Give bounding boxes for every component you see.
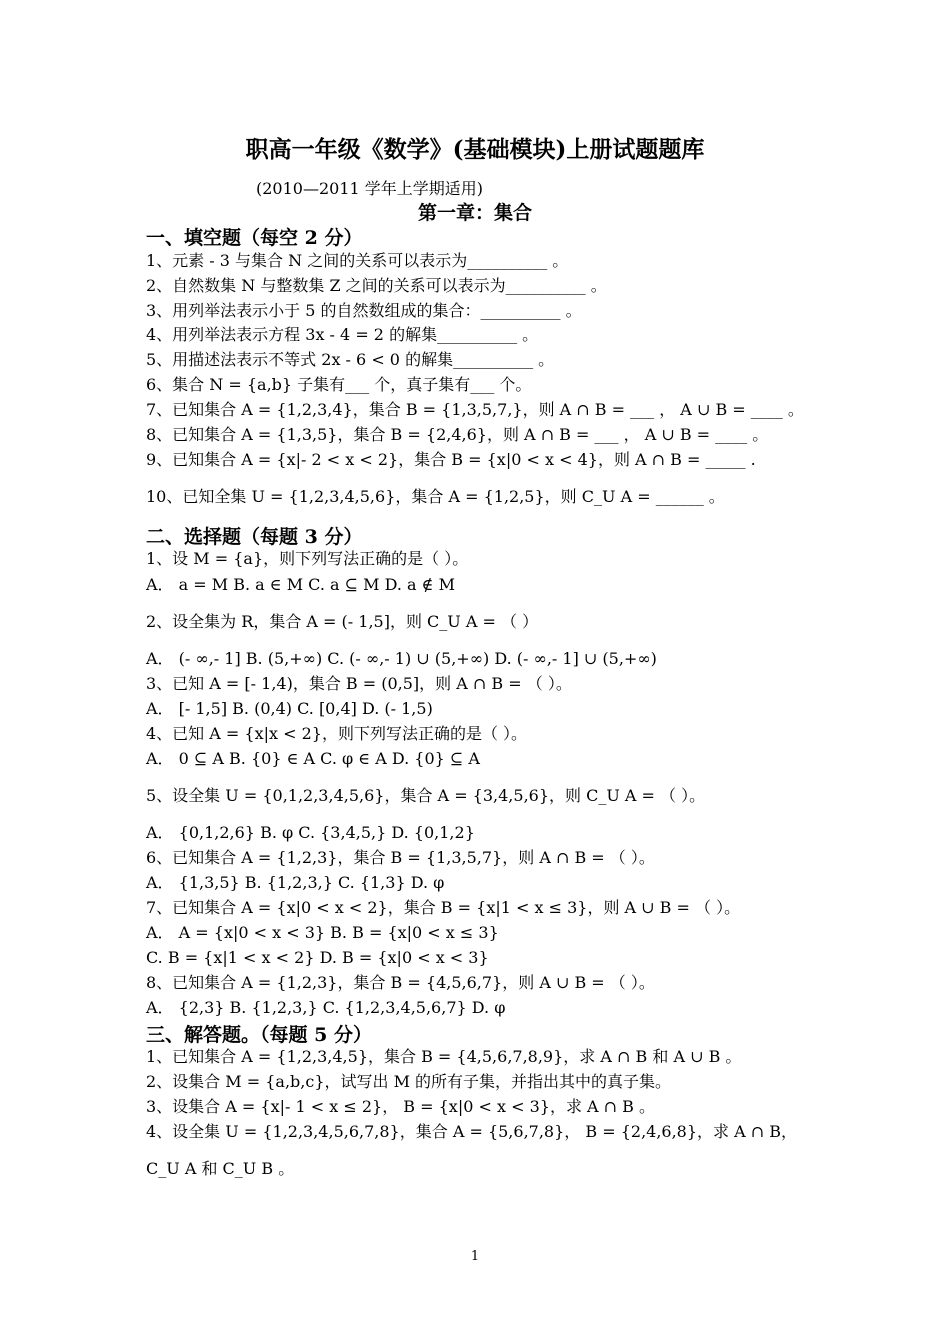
answer-options: C. B = {x|1 < x < 2} D. B = {x|0 < x < 3} (146, 948, 489, 967)
answer-options: A． (- ∞,- 1] B. (5,+∞) C. (- ∞,- 1) ∪ (5,+∞) D. (- ∞,- 1] ∪ (5,+∞) (146, 649, 657, 668)
answer-options: A． [- 1,5] B. (0,4) C. [0,4] D. (- 1,5) (146, 699, 433, 718)
question-line: 1、已知集合 A = {1,2,3,4,5}，集合 B = {4,5,6,7,8,9}，求 A ∩ B 和 A ∪ B 。 (146, 1047, 742, 1066)
question-line: 6、集合 N = {a,b} 子集有___ 个，真子集有___ 个。 (146, 375, 532, 394)
question-line: 9、已知集合 A = {x|- 2 < x < 2}，集合 B = {x|0 < x < 4}，则 A ∩ B = _____ . (146, 450, 756, 469)
question-line: 8、已知集合 A = {1,3,5}，集合 B = {2,4,6}，则 A ∩ B = ___ ， A ∪ B = ____ 。 (146, 425, 769, 444)
section-heading-choice: 二、选择题（每题 3 分） (146, 526, 363, 548)
section-heading-fill-in: 一、填空题（每空 2 分） (146, 227, 363, 249)
document-subtitle: (2010—2011 学年上学期适用) (256, 179, 484, 198)
answer-options: A． 0 ⊆ A B. {0} ∈ A C. φ ∈ A D. {0} ⊆ A (146, 749, 480, 768)
answer-options: A． a = M B. a ∈ M C. a ⊆ M D. a ∉ M (146, 575, 455, 594)
section-heading-answer: 三、解答题。（每题 5 分） (146, 1024, 372, 1046)
question-line: 3、已知 A = [- 1,4)，集合 B = (0,5]，则 A ∩ B = （ ）。 (146, 674, 572, 693)
question-line: 2、自然数集 N 与整数集 Z 之间的关系可以表示为__________ 。 (146, 276, 607, 295)
question-line: 4、设全集 U = {1,2,3,4,5,6,7,8}，集合 A = {5,6,7,8}， B = {2,4,6,8}，求 A ∩ B， (146, 1122, 798, 1141)
question-line: 5、用描述法表示不等式 2x - 6 < 0 的解集__________ 。 (146, 350, 555, 369)
question-line: 6、已知集合 A = {1,2,3}，集合 B = {1,3,5,7}，则 A ∩ B = （ ）。 (146, 848, 655, 867)
question-line: 1、设 M = {a}，则下列写法正确的是（ ）。 (146, 549, 469, 568)
page-number: 1 (470, 1249, 480, 1264)
question-line: C_U A 和 C_U B 。 (146, 1159, 295, 1178)
question-line: 4、已知 A = {x|x < 2}，则下列写法正确的是（ ）。 (146, 724, 528, 743)
question-line: 1、元素 - 3 与集合 N 之间的关系可以表示为__________ 。 (146, 251, 569, 270)
answer-options: A． {2,3} B. {1,2,3,} C. {1,2,3,4,5,6,7} D. φ (146, 998, 506, 1017)
question-line: 7、已知集合 A = {x|0 < x < 2}，集合 B = {x|1 < x ≤ 3}，则 A ∪ B = （ ）。 (146, 898, 741, 917)
question-line: 2、设集合 M = {a,b,c}，试写出 M 的所有子集，并指出其中的真子集。 (146, 1072, 672, 1091)
answer-options: A． {1,3,5} B. {1,2,3,} C. {1,3} D. φ (146, 873, 445, 892)
question-line: 3、用列举法表示小于 5 的自然数组成的集合：__________ 。 (146, 301, 582, 320)
question-line: 5、设全集 U = {0,1,2,3,4,5,6}，集合 A = {3,4,5,6}，则 C_U A = （ ）。 (146, 786, 706, 805)
question-line: 3、设集合 A = {x|- 1 < x ≤ 2}， B = {x|0 < x < 3}，求 A ∩ B 。 (146, 1097, 656, 1116)
question-line: 8、已知集合 A = {1,2,3}，集合 B = {4,5,6,7}，则 A ∪ B = （ ）。 (146, 973, 655, 992)
answer-options: A． {0,1,2,6} B. φ C. {3,4,5,} D. {0,1,2} (146, 823, 475, 842)
answer-options: A． A = {x|0 < x < 3} B. B = {x|0 < x ≤ 3} (146, 923, 499, 942)
chapter-heading: 第一章：集合 (417, 202, 532, 224)
question-line: 7、已知集合 A = {1,2,3,4}，集合 B = {1,3,5,7,}，则 A ∩ B = ___ ， A ∪ B = ____ 。 (146, 400, 804, 419)
question-line: 10、已知全集 U = {1,2,3,4,5,6}，集合 A = {1,2,5}，则 C_U A = ______ 。 (146, 487, 725, 506)
document-title: 职高一年级《数学》(基础模块)上册试题题库 (245, 136, 705, 163)
question-line: 2、设全集为 R，集合 A = (- 1,5]，则 C_U A = （ ） (146, 612, 539, 631)
question-line: 4、用列举法表示方程 3x - 4 = 2 的解集__________ 。 (146, 325, 539, 344)
